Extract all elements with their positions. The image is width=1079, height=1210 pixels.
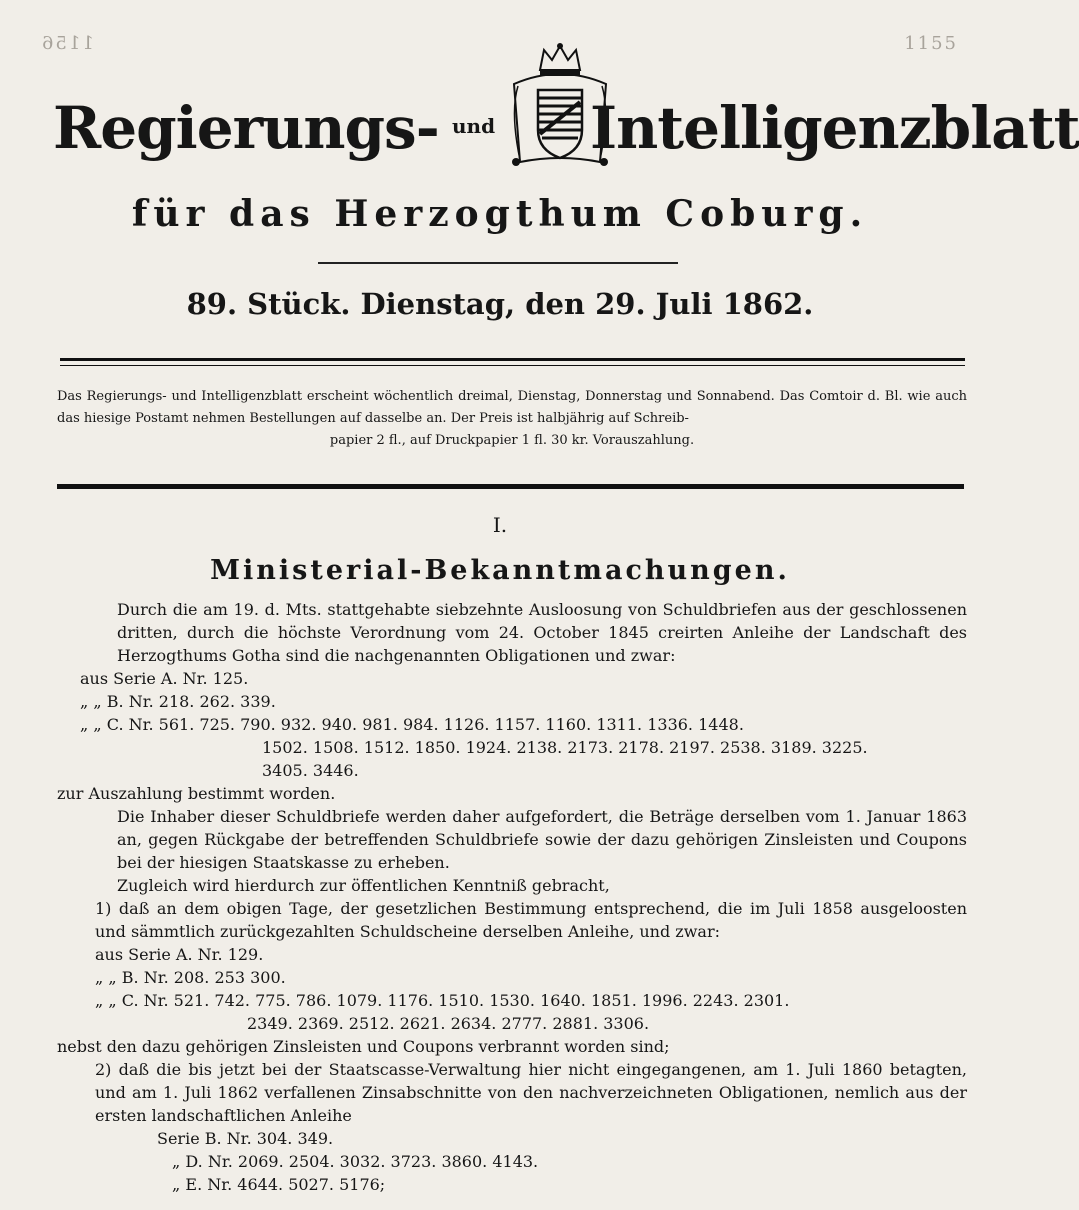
- mirrored-page-number: 1156: [40, 33, 94, 54]
- list-item: aus Serie A. Nr. 129.: [95, 945, 264, 964]
- double-divider: [60, 358, 965, 366]
- ditto-marks: „: [172, 1152, 181, 1171]
- ditto-marks: „ „: [80, 715, 102, 734]
- list-item-continuation: 1502. 1508. 1512. 1850. 1924. 2138. 2173. 2178. 2197. 2538. 3189. 3225.: [262, 738, 868, 757]
- paragraph-4: 1) daß an dem obigen Tage, der gesetzlichen Bestimmung entsprechend, die im Juli 1858 ausgeloosten und sämmtlich zurückgezahlten Schuldscheine derselben Anleihe, und zwar:: [95, 899, 967, 941]
- title-conjunction: und: [452, 114, 496, 138]
- ditto-marks: „ „: [95, 991, 117, 1010]
- page-number: 1155: [904, 33, 958, 54]
- list-item-continuation: 2349. 2369. 2512. 2621. 2634. 2777. 2881. 3306.: [247, 1014, 650, 1033]
- article-body: [57, 598, 967, 1196]
- serie-entry: B. Nr. 218. 262. 339.: [106, 692, 276, 711]
- ditto-marks: „ „: [95, 968, 117, 987]
- list-item: [57, 690, 967, 713]
- list-item: [57, 989, 967, 1012]
- paragraph-1: Durch die am 19. d. Mts. stattgehabte siebzehnte Ausloosung von Schuldbriefen aus der geschlossenen dritten, durch die höchste Verordnung vom 24. October 1845 creirten Anleihe der Landschaft des Herzogthums Gotha sind die nachgenannten Obligationen und zwar:: [117, 600, 967, 665]
- serie-entry: B. Nr. 208. 253 300.: [121, 968, 286, 987]
- list-item: [57, 1173, 967, 1196]
- issue-line: 89. Stück. Dienstag, den 29. Juli 1862.: [186, 287, 814, 321]
- notice-line-2: papier 2 fl., auf Druckpapier 1 fl. 30 kr. Vorauszahlung.: [329, 433, 695, 448]
- notice-line-1: Das Regierungs- und Intelligenzblatt erscheint wöchentlich dreimal, Dienstag, Donnerstag und Sonnabend. Das Comtoir d. Bl. wie auch das hiesige Postamt nehmen Bestellungen auf dasselbe an. Der Preis ist halbjährig auf Schreib-: [57, 389, 967, 426]
- masthead: [45, 42, 1079, 177]
- serie-entry: E. Nr. 4644. 5027. 5176;: [185, 1175, 386, 1194]
- serie-entry: C. Nr. 561. 725. 790. 932. 940. 981. 984. 1126. 1157. 1160. 1311. 1336. 1448.: [106, 715, 744, 734]
- list-item: aus Serie A. Nr. 125.: [80, 669, 249, 688]
- paragraph-2: Die Inhaber dieser Schuldbriefe werden daher aufgefordert, die Beträge derselben vom 1. Januar 1863 an, gegen Rückgabe der betreffenden Schuldbriefe sowie der dazu gehörigen Zinsleisten und Coupons bei der hiesigen Staatskasse zu erheben.: [117, 807, 967, 872]
- title-right: Intelligenzblatt: [590, 94, 1079, 162]
- list-item-continuation: 3405. 3446.: [262, 761, 359, 780]
- serie-entry: C. Nr. 521. 742. 775. 786. 1079. 1176. 1510. 1530. 1640. 1851. 1996. 2243. 2301.: [121, 991, 790, 1010]
- section-heading: Ministerial-Bekanntmachungen.: [210, 555, 790, 586]
- divider: [318, 262, 678, 264]
- title-left: Regierungs-: [53, 94, 439, 162]
- ditto-marks: „ „: [80, 692, 102, 711]
- serie-entry: D. Nr. 2069. 2504. 3032. 3723. 3860. 4143.: [185, 1152, 539, 1171]
- ditto-marks: „: [172, 1175, 181, 1194]
- thick-divider: [57, 484, 964, 489]
- list-item: [57, 1150, 967, 1173]
- list-item: Serie B. Nr. 304. 349.: [157, 1129, 334, 1148]
- paragraph-4-end: nebst den dazu gehörigen Zinsleisten und Coupons verbrannt worden sind;: [57, 1037, 670, 1056]
- paragraph-5: 2) daß die bis jetzt bei der Staatscasse-Verwaltung hier nicht eingegangenen, am 1. Juli 1860 betagten, und am 1. Juli 1862 verfallenen Zinsabschnitte von den nachverzeichneten Obligationen, nemlich aus der ersten landschaftlichen Anleihe: [95, 1060, 967, 1125]
- paragraph-3: Zugleich wird hierdurch zur öffentlichen Kenntniß gebracht,: [117, 876, 610, 895]
- list-item: [57, 966, 967, 989]
- paragraph-1-end: zur Auszahlung bestimmt worden.: [57, 784, 336, 803]
- list-item: [57, 713, 967, 736]
- publication-notice: [57, 386, 967, 452]
- subtitle: für das Herzogthum Coburg.: [131, 193, 869, 235]
- section-number: I.: [492, 513, 508, 537]
